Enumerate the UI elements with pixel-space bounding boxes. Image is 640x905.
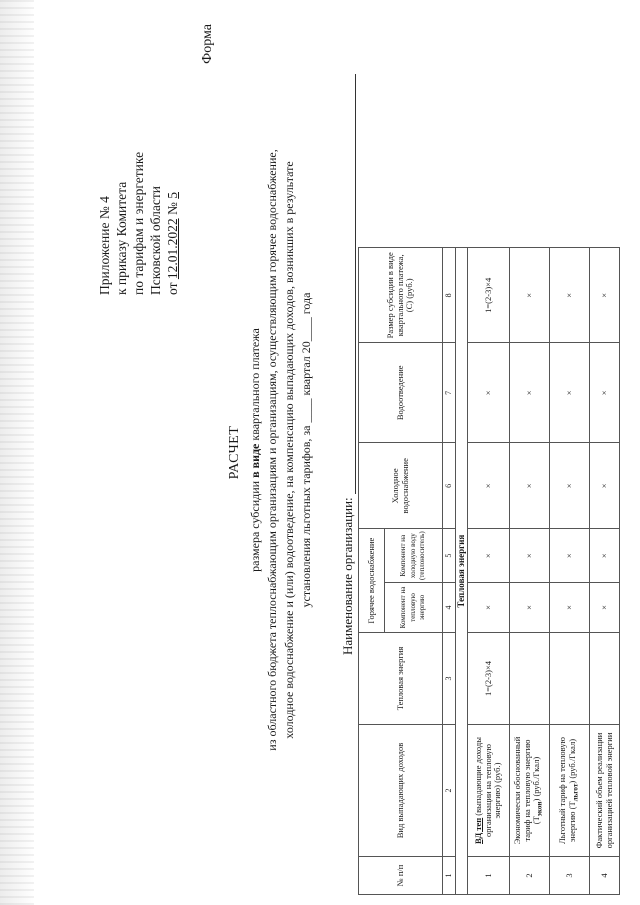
header-subsidy: Размер субсидии в виде квартального платежа, (С) (руб.) xyxy=(359,248,443,343)
row-kind-text: Льготный тариф на тепловую энергию (Т xyxy=(557,736,577,845)
col-number: 5 xyxy=(443,529,456,583)
row-cell: × xyxy=(468,583,510,633)
appendix-line-2: к приказу Комитета xyxy=(114,181,129,295)
col-number: 4 xyxy=(443,583,456,633)
document-subtitle xyxy=(247,35,315,865)
row-subsidy: × xyxy=(590,248,620,343)
row-cell: × xyxy=(590,443,620,529)
row-subsidy: 1=(2-3)×4 xyxy=(468,248,510,343)
row-kind-sub: экон xyxy=(536,801,545,817)
appendix-line-3: по тарифам и энергетике xyxy=(131,151,146,295)
row-cell: × xyxy=(590,529,620,583)
appendix-line-4: Псковской области xyxy=(148,185,163,295)
row-kind-text: Экономически обоснованный тариф на тепловую энергию (Т xyxy=(512,736,542,845)
subsidy-table xyxy=(358,247,620,895)
organization-label: Наименование организации: xyxy=(340,497,355,655)
subtitle-line-3: холодное водоснабжение и (или) водоотведение, на компенсацию выпадающих доходов, возникших в результате xyxy=(282,161,296,739)
appendix-block xyxy=(96,25,181,295)
table-row xyxy=(468,248,510,895)
section-row-heat xyxy=(455,248,468,895)
header-num: № п/п xyxy=(359,857,443,895)
row-cell: × xyxy=(550,583,590,633)
col-number: 7 xyxy=(443,343,456,443)
appendix-line-5 xyxy=(164,25,181,295)
row-subsidy: × xyxy=(510,248,550,343)
appendix-date: 12.01.2022 xyxy=(165,218,180,280)
row-cell: × xyxy=(510,529,550,583)
section-heat-label: Тепловая энергия xyxy=(455,248,468,895)
document-title: РАСЧЕТ xyxy=(227,425,242,480)
row-cell: × xyxy=(550,443,590,529)
row-kind xyxy=(468,725,510,857)
appendix-date-prefix: от xyxy=(165,279,180,295)
row-cell: × xyxy=(510,583,550,633)
subtitle-part-a: размера субсидии xyxy=(248,477,262,572)
row-kind-tail: ) (руб./Гкал) xyxy=(566,738,577,784)
subsidy-table-wrap xyxy=(358,247,620,895)
subtitle-line-4: установления льготных тарифов, за ____ квартал 20____ года xyxy=(299,292,313,608)
appendix-number: 5 xyxy=(165,192,180,199)
header-hot-component-water: Компонент на холодную воду (теплоноситель) xyxy=(385,529,443,583)
row-heat xyxy=(510,633,550,725)
row-heat xyxy=(590,633,620,725)
row-cell: × xyxy=(468,343,510,443)
col-number: 1 xyxy=(443,857,456,895)
row-kind: Фактический объем реализации организацией тепловой энергии xyxy=(590,725,620,857)
column-number-row xyxy=(443,248,456,895)
row-kind-tail: ) (руб./Гкал) xyxy=(531,756,542,802)
col-number: 6 xyxy=(443,443,456,529)
row-subsidy: × xyxy=(550,248,590,343)
col-number: 3 xyxy=(443,633,456,725)
appendix-number-prefix: № xyxy=(165,198,180,219)
row-cell: × xyxy=(550,529,590,583)
row-cell: × xyxy=(510,343,550,443)
organization-row xyxy=(340,74,356,655)
table-row xyxy=(510,248,550,895)
table-row xyxy=(550,248,590,895)
row-cell: × xyxy=(510,443,550,529)
header-hot-component-heat: Компонент на тепловую энергию xyxy=(385,583,443,633)
row-heat xyxy=(550,633,590,725)
row-kind-text: (выпадающие доходы организации на тепловую энергию) (руб.) xyxy=(473,737,503,838)
header-row-1 xyxy=(359,248,385,895)
subtitle-part-b: в виде xyxy=(248,443,262,478)
row-num: 4 xyxy=(590,857,620,895)
col-number: 2 xyxy=(443,725,456,857)
header-cold-water: Холодное водоснабжение xyxy=(359,443,443,529)
row-kind-sub: льгот xyxy=(571,783,580,802)
subtitle-part-c: квартального платежа xyxy=(248,328,262,444)
table-row xyxy=(590,248,620,895)
header-kind: Вид выпадающих доходов xyxy=(359,725,443,857)
row-cell: × xyxy=(550,343,590,443)
header-sewer: Водоотведение xyxy=(359,343,443,443)
row-heat: 1=(2-3)×4 xyxy=(468,633,510,725)
subtitle-line-2: из областного бюджета теплоснабжающим организациям и организациям, осуществляющим горячее водоснабжение, xyxy=(265,149,279,751)
organization-blank-line xyxy=(343,74,356,494)
subtitle-line-1 xyxy=(247,35,264,865)
header-heat: Тепловая энергия xyxy=(359,633,443,725)
row-cell: × xyxy=(590,343,620,443)
row-kind xyxy=(510,725,550,857)
appendix-line-1: Приложение № 4 xyxy=(97,196,112,295)
row-cell: × xyxy=(590,583,620,633)
row-num: 3 xyxy=(550,857,590,895)
row-cell: × xyxy=(468,443,510,529)
row-cell: × xyxy=(468,529,510,583)
form-label: Форма xyxy=(200,24,215,64)
row-num: 2 xyxy=(510,857,550,895)
row-kind xyxy=(550,725,590,857)
row-num: 1 xyxy=(468,857,510,895)
header-hot-water: Горячее водоснабжение xyxy=(359,529,385,633)
col-number: 8 xyxy=(443,248,456,343)
row-kind-bold: ВД теп xyxy=(473,817,484,844)
